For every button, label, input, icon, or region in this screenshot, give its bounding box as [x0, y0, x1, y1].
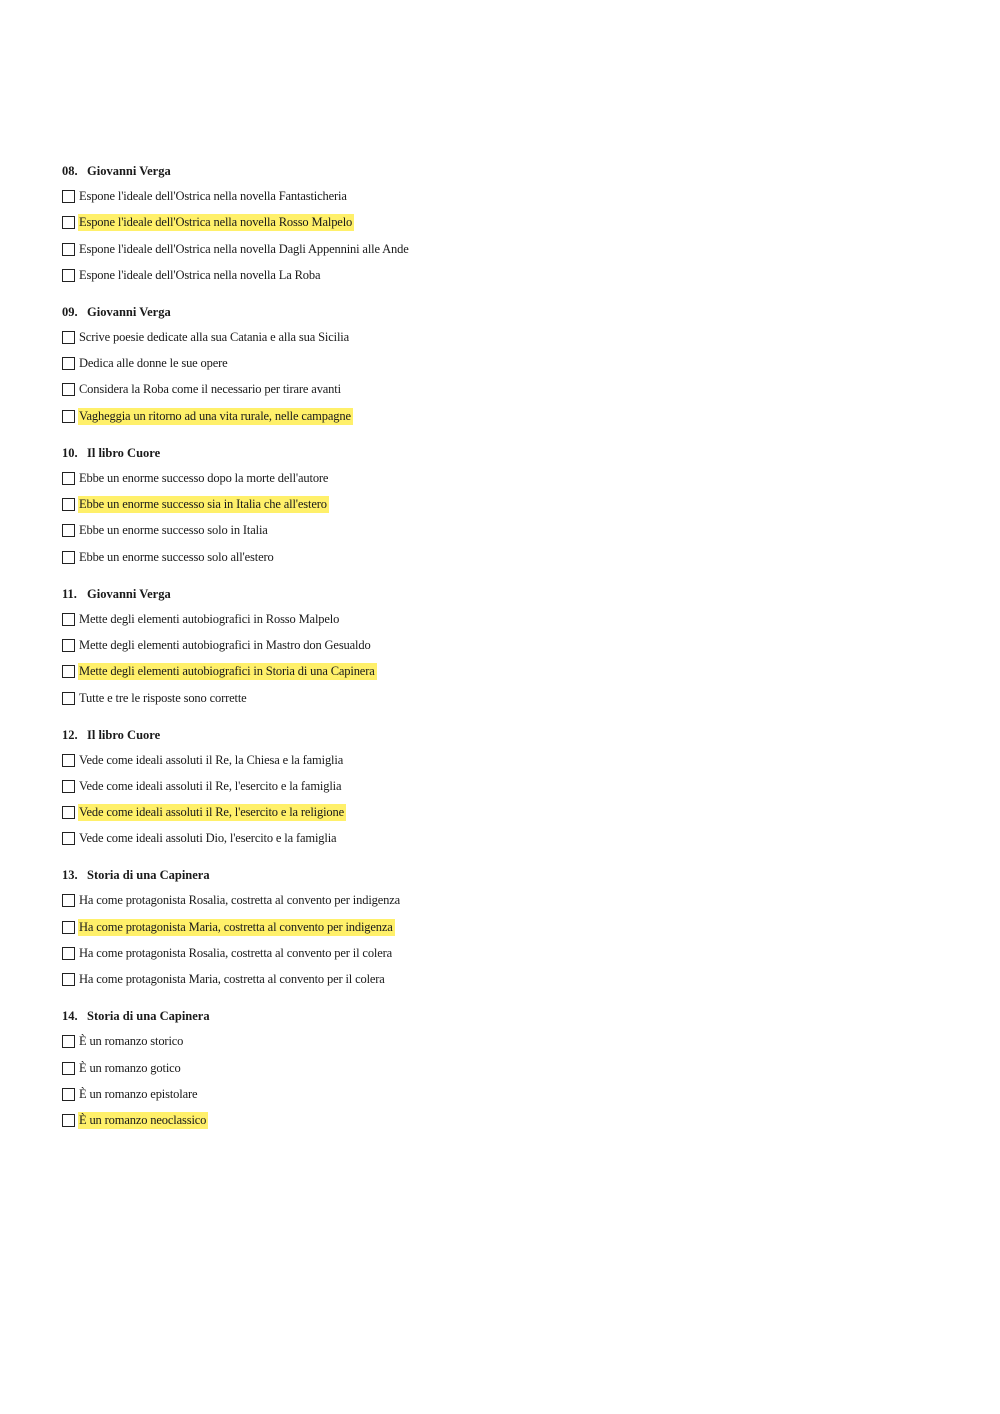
option-label: È un romanzo gotico: [79, 1060, 181, 1075]
question-list: [62, 162, 942, 1148]
question-heading: [62, 444, 942, 462]
question-number: 13.: [62, 868, 78, 883]
checkbox[interactable]: [62, 832, 75, 845]
checkbox[interactable]: [62, 947, 75, 960]
option-label: Ha come protagonista Rosalia, costretta al convento per il colera: [79, 946, 393, 961]
question-heading: [62, 303, 942, 321]
option-label: Considera la Roba come il necessario per tirare avanti: [79, 382, 341, 397]
answer-option[interactable]: [62, 329, 942, 346]
answer-option[interactable]: [62, 1060, 942, 1077]
answer-option[interactable]: [62, 267, 942, 284]
answer-option[interactable]: [62, 522, 942, 539]
option-label: Mette degli elementi autobiografici in Storia di una Capinera: [79, 664, 375, 679]
option-label: Scrive poesie dedicate alla sua Catania e alla sua Sicilia: [79, 329, 350, 344]
option-label: È un romanzo epistolare: [79, 1086, 198, 1101]
checkbox[interactable]: [62, 1035, 75, 1048]
checkbox[interactable]: [62, 973, 75, 986]
question-heading: [62, 1007, 942, 1025]
question-09: [62, 303, 942, 425]
option-label: Vede come ideali assoluti Dio, l'esercito e la famiglia: [79, 831, 337, 846]
checkbox[interactable]: [62, 1088, 75, 1101]
question-title: Storia di una Capinera: [87, 1009, 210, 1024]
option-label: Espone l'ideale dell'Ostrica nella novella La Roba: [79, 267, 321, 282]
answer-option[interactable]: [62, 778, 942, 795]
question-number: 08.: [62, 164, 78, 178]
question-heading: [62, 726, 942, 744]
option-label: Vede come ideali assoluti il Re, l'esercito e la religione: [79, 805, 344, 820]
option-label: Mette degli elementi autobiografici in Mastro don Gesualdo: [79, 637, 371, 652]
checkbox[interactable]: [62, 357, 75, 370]
question-12: [62, 726, 942, 848]
question-number: 14.: [62, 1009, 78, 1024]
answer-option[interactable]: [62, 549, 942, 566]
answer-option[interactable]: [62, 752, 942, 769]
checkbox[interactable]: [62, 190, 75, 203]
checkbox[interactable]: [62, 383, 75, 396]
checkbox[interactable]: [62, 665, 75, 678]
question-heading: [62, 866, 942, 884]
option-label: Mette degli elementi autobiografici in Rosso Malpelo: [79, 611, 340, 626]
answer-option[interactable]: [62, 496, 942, 513]
checkbox[interactable]: [62, 780, 75, 793]
checkbox[interactable]: [62, 243, 75, 256]
option-label: Ebbe un enorme successo solo all'estero: [79, 549, 274, 564]
question-08: [62, 162, 942, 284]
checkbox[interactable]: [62, 639, 75, 652]
option-label: Vagheggia un ritorno ad una vita rurale, nelle campagne: [79, 408, 351, 423]
answer-option[interactable]: [62, 1033, 942, 1050]
answer-option[interactable]: [62, 355, 942, 372]
checkbox[interactable]: [62, 551, 75, 564]
answer-option[interactable]: [62, 919, 942, 936]
checkbox[interactable]: [62, 806, 75, 819]
checkbox[interactable]: [62, 754, 75, 767]
checkbox[interactable]: [62, 472, 75, 485]
answer-option[interactable]: [62, 945, 942, 962]
question-number: 10.: [62, 445, 78, 460]
question-title: Giovanni Verga: [87, 164, 171, 178]
option-label: Tutte e tre le risposte sono corrette: [79, 690, 247, 705]
answer-option[interactable]: [62, 241, 942, 258]
checkbox[interactable]: [62, 216, 75, 229]
answer-option[interactable]: [62, 188, 942, 205]
question-14: [62, 1007, 942, 1129]
question-heading: [62, 162, 942, 180]
option-label: Espone l'ideale dell'Ostrica nella novella Rosso Malpelo: [79, 215, 353, 230]
checkbox[interactable]: [62, 692, 75, 705]
answer-option[interactable]: [62, 690, 942, 707]
answer-option[interactable]: [62, 637, 942, 654]
option-label: Vede come ideali assoluti il Re, la Chiesa e la famiglia: [79, 752, 344, 767]
checkbox[interactable]: [62, 894, 75, 907]
answer-option[interactable]: [62, 1112, 942, 1129]
checkbox[interactable]: [62, 410, 75, 423]
option-label: Vede come ideali assoluti il Re, l'esercito e la famiglia: [79, 778, 342, 793]
option-label: È un romanzo neoclassico: [79, 1113, 207, 1128]
question-title: Giovanni Verga: [87, 586, 171, 601]
checkbox[interactable]: [62, 498, 75, 511]
question-title: Il libro Cuore: [87, 727, 161, 742]
question-heading: [62, 585, 942, 603]
answer-option[interactable]: [62, 1086, 942, 1103]
option-label: Ha come protagonista Maria, costretta al convento per indigenza: [79, 919, 393, 934]
question-10: [62, 444, 942, 566]
answer-option[interactable]: [62, 611, 942, 628]
checkbox[interactable]: [62, 524, 75, 537]
checkbox[interactable]: [62, 269, 75, 282]
question-number: 09.: [62, 304, 78, 319]
checkbox[interactable]: [62, 613, 75, 626]
option-label: Espone l'ideale dell'Ostrica nella novella Fantasticheria: [79, 189, 347, 203]
question-title: Storia di una Capinera: [87, 868, 210, 883]
question-11: [62, 585, 942, 707]
answer-option[interactable]: [62, 381, 942, 398]
question-number: 11.: [62, 586, 77, 601]
answer-option[interactable]: [62, 830, 942, 847]
question-title: Il libro Cuore: [87, 445, 161, 460]
answer-option[interactable]: [62, 971, 942, 988]
option-label: Ebbe un enorme successo solo in Italia: [79, 523, 268, 538]
checkbox[interactable]: [62, 1114, 75, 1127]
answer-option[interactable]: [62, 804, 942, 821]
question-number: 12.: [62, 727, 78, 742]
answer-option[interactable]: [62, 470, 942, 487]
question-13: [62, 866, 942, 988]
answer-option[interactable]: [62, 663, 942, 680]
answer-option[interactable]: [62, 408, 942, 425]
option-label: Espone l'ideale dell'Ostrica nella novella Dagli Appennini alle Ande: [79, 241, 409, 256]
option-label: Ebbe un enorme successo sia in Italia che all'estero: [79, 497, 327, 512]
checkbox[interactable]: [62, 331, 75, 344]
option-label: È un romanzo storico: [79, 1034, 184, 1049]
checkbox[interactable]: [62, 1062, 75, 1075]
option-label: Ha come protagonista Rosalia, costretta al convento per indigenza: [79, 893, 401, 908]
checkbox[interactable]: [62, 921, 75, 934]
option-label: Dedica alle donne le sue opere: [79, 356, 228, 371]
option-label: Ebbe un enorme successo dopo la morte dell'autore: [79, 470, 329, 485]
answer-option[interactable]: [62, 892, 942, 909]
answer-option[interactable]: [62, 214, 942, 231]
question-title: Giovanni Verga: [87, 304, 171, 319]
option-label: Ha come protagonista Maria, costretta al convento per il colera: [79, 972, 385, 987]
